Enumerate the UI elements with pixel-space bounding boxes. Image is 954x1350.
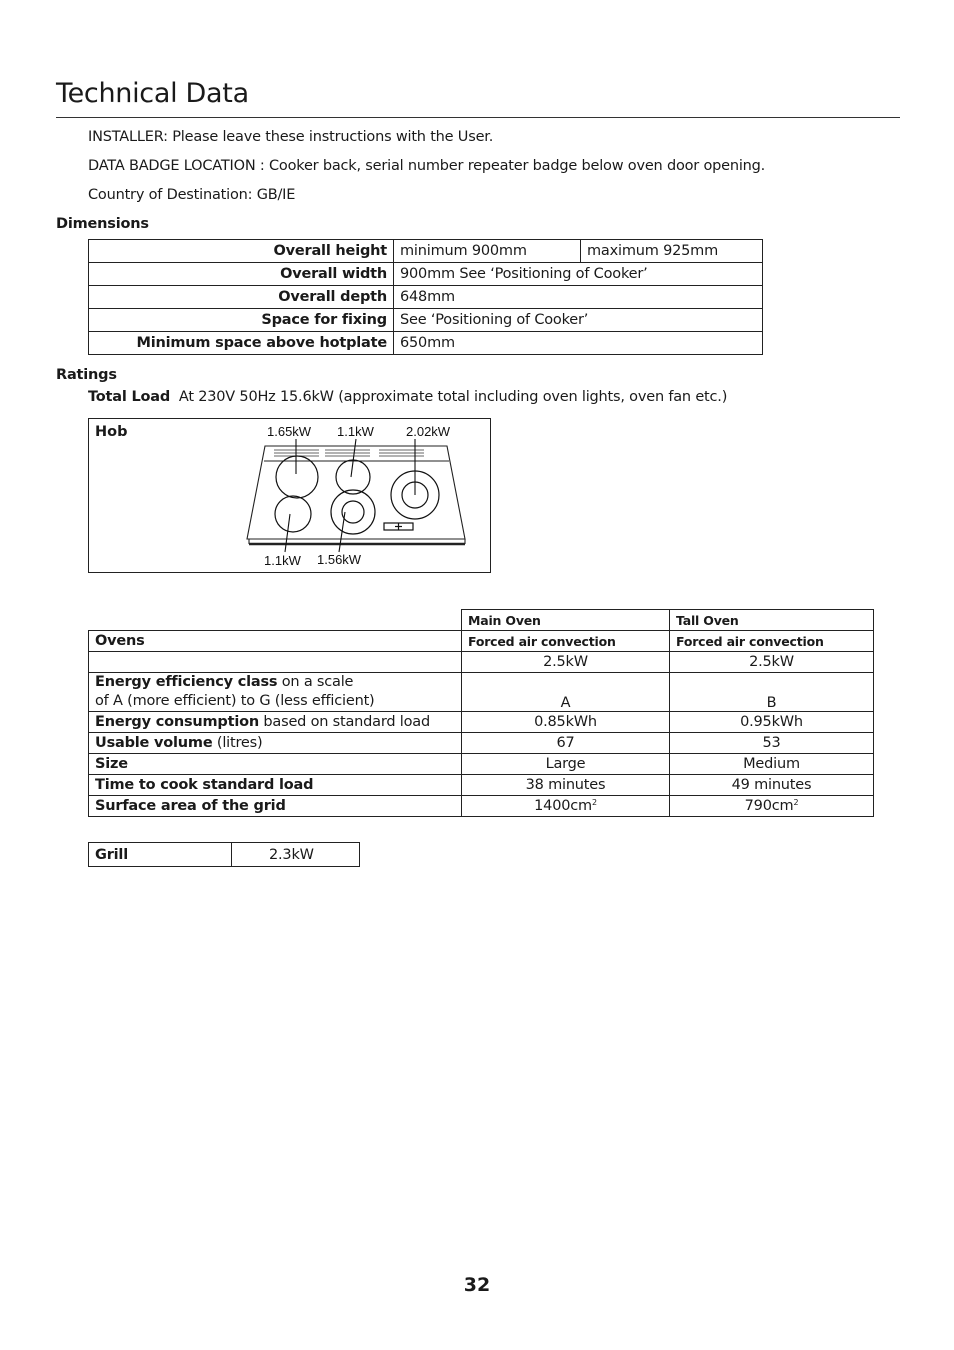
dim-value: 650mm [394, 332, 763, 355]
dim-label: Overall width [89, 263, 394, 286]
table-row [89, 332, 763, 355]
empty-cell [89, 610, 462, 631]
table-row [89, 631, 874, 652]
efficiency-label [89, 673, 462, 712]
country-of-destination: Country of Destination: GB/IE [88, 187, 296, 203]
dim-label: Overall depth [89, 286, 394, 309]
data-badge-location: DATA BADGE LOCATION : Cooker back, serial number repeater badge below oven door opening. [88, 158, 766, 174]
size-label: Size [89, 754, 462, 775]
table-row [89, 673, 874, 712]
volume-label-bold: Usable volume [95, 735, 213, 751]
hob-diagram [89, 419, 490, 572]
hob-top-left-rating: 1.65kW [267, 424, 312, 439]
tall-oven-size: Medium [670, 754, 874, 775]
empty-cell [89, 652, 462, 673]
hob-zone-bottom-middle [331, 490, 375, 534]
table-row [89, 652, 874, 673]
table-row [89, 610, 874, 631]
hob-bottom-middle-rating: 1.56kW [317, 552, 362, 567]
page-title: Technical Data [56, 78, 249, 109]
title-rule [56, 117, 900, 118]
efficiency-label-rest: on a scale [277, 674, 354, 690]
squared-superscript: 2 [793, 798, 799, 807]
efficiency-label-bold: Energy efficiency class [95, 674, 278, 690]
tall-oven-volume: 53 [670, 733, 874, 754]
table-row [89, 263, 763, 286]
dim-label: Space for fixing [89, 309, 394, 332]
ratings-heading: Ratings [56, 367, 117, 383]
consumption-label-bold: Energy consumption [95, 714, 259, 730]
dimensions-heading: Dimensions [56, 216, 149, 232]
hob-bottom-left-rating: 1.1kW [264, 553, 301, 568]
tall-oven-type: Forced air convection [670, 631, 874, 652]
hob-rating-box [88, 418, 491, 573]
grill-value: 2.3kW [232, 843, 360, 867]
main-oven-power: 2.5kW [462, 652, 670, 673]
hob-top-middle-rating: 1.1kW [337, 424, 374, 439]
hob-zone-bottom-middle-inner [342, 501, 364, 523]
main-oven-grid-area-value: 1400cm [534, 798, 592, 814]
dim-value: minimum 900mm [394, 240, 581, 263]
squared-superscript: 2 [591, 798, 597, 807]
hob-top-right-rating: 2.02kW [406, 424, 451, 439]
dim-label: Overall height [89, 240, 394, 263]
ovens-row-label: Ovens [89, 631, 462, 652]
table-row [89, 712, 874, 733]
volume-label [89, 733, 462, 754]
main-oven-header: Main Oven [462, 610, 670, 631]
tall-oven-consumption: 0.95kWh [670, 712, 874, 733]
hob-zone-bottom-left [275, 496, 311, 532]
dim-label: Minimum space above hotplate [89, 332, 394, 355]
total-load-text: At 230V 50Hz 15.6kW (approximate total including oven lights, oven fan etc.) [178, 389, 728, 405]
main-oven-volume: 67 [462, 733, 670, 754]
tall-oven-power: 2.5kW [670, 652, 874, 673]
grid-area-label: Surface area of the grid [89, 796, 462, 817]
tall-oven-cook-time: 49 minutes [670, 775, 874, 796]
dim-value: 648mm [394, 286, 763, 309]
table-row [89, 309, 763, 332]
main-oven-size: Large [462, 754, 670, 775]
table-row [89, 775, 874, 796]
main-oven-efficiency: A [462, 673, 670, 712]
dim-value: See ‘Positioning of Cooker’ [394, 309, 763, 332]
total-load-line [88, 389, 727, 405]
dim-value: 900mm See ‘Positioning of Cooker’ [394, 263, 763, 286]
cook-time-label: Time to cook standard load [89, 775, 462, 796]
grill-table [88, 842, 360, 867]
table-row [89, 843, 360, 867]
dim-value-2: maximum 925mm [581, 240, 763, 263]
main-oven-grid-area [462, 796, 670, 817]
tall-oven-grid-area-value: 790cm [744, 798, 794, 814]
ovens-table [88, 609, 874, 817]
consumption-label [89, 712, 462, 733]
main-oven-consumption: 0.85kWh [462, 712, 670, 733]
hob-label: Hob [95, 424, 128, 440]
table-row [89, 286, 763, 309]
total-load-label: Total Load [88, 389, 171, 405]
volume-label-rest: (litres) [212, 735, 263, 751]
tall-oven-header: Tall Oven [670, 610, 874, 631]
dimensions-table [88, 239, 763, 355]
grill-label: Grill [89, 843, 232, 867]
consumption-label-rest: based on standard load [259, 714, 430, 730]
installer-note: INSTALLER: Please leave these instructions with the User. [88, 129, 494, 145]
tall-oven-efficiency: B [670, 673, 874, 712]
main-oven-type: Forced air convection [462, 631, 670, 652]
table-row [89, 733, 874, 754]
table-row [89, 240, 763, 263]
hob-zone-top-left [276, 456, 318, 498]
table-row [89, 796, 874, 817]
table-row [89, 754, 874, 775]
page-number: 32 [463, 1274, 491, 1296]
main-oven-cook-time: 38 minutes [462, 775, 670, 796]
tall-oven-grid-area [670, 796, 874, 817]
efficiency-label-line2: of A (more efficient) to G (less efficient) [95, 693, 375, 709]
